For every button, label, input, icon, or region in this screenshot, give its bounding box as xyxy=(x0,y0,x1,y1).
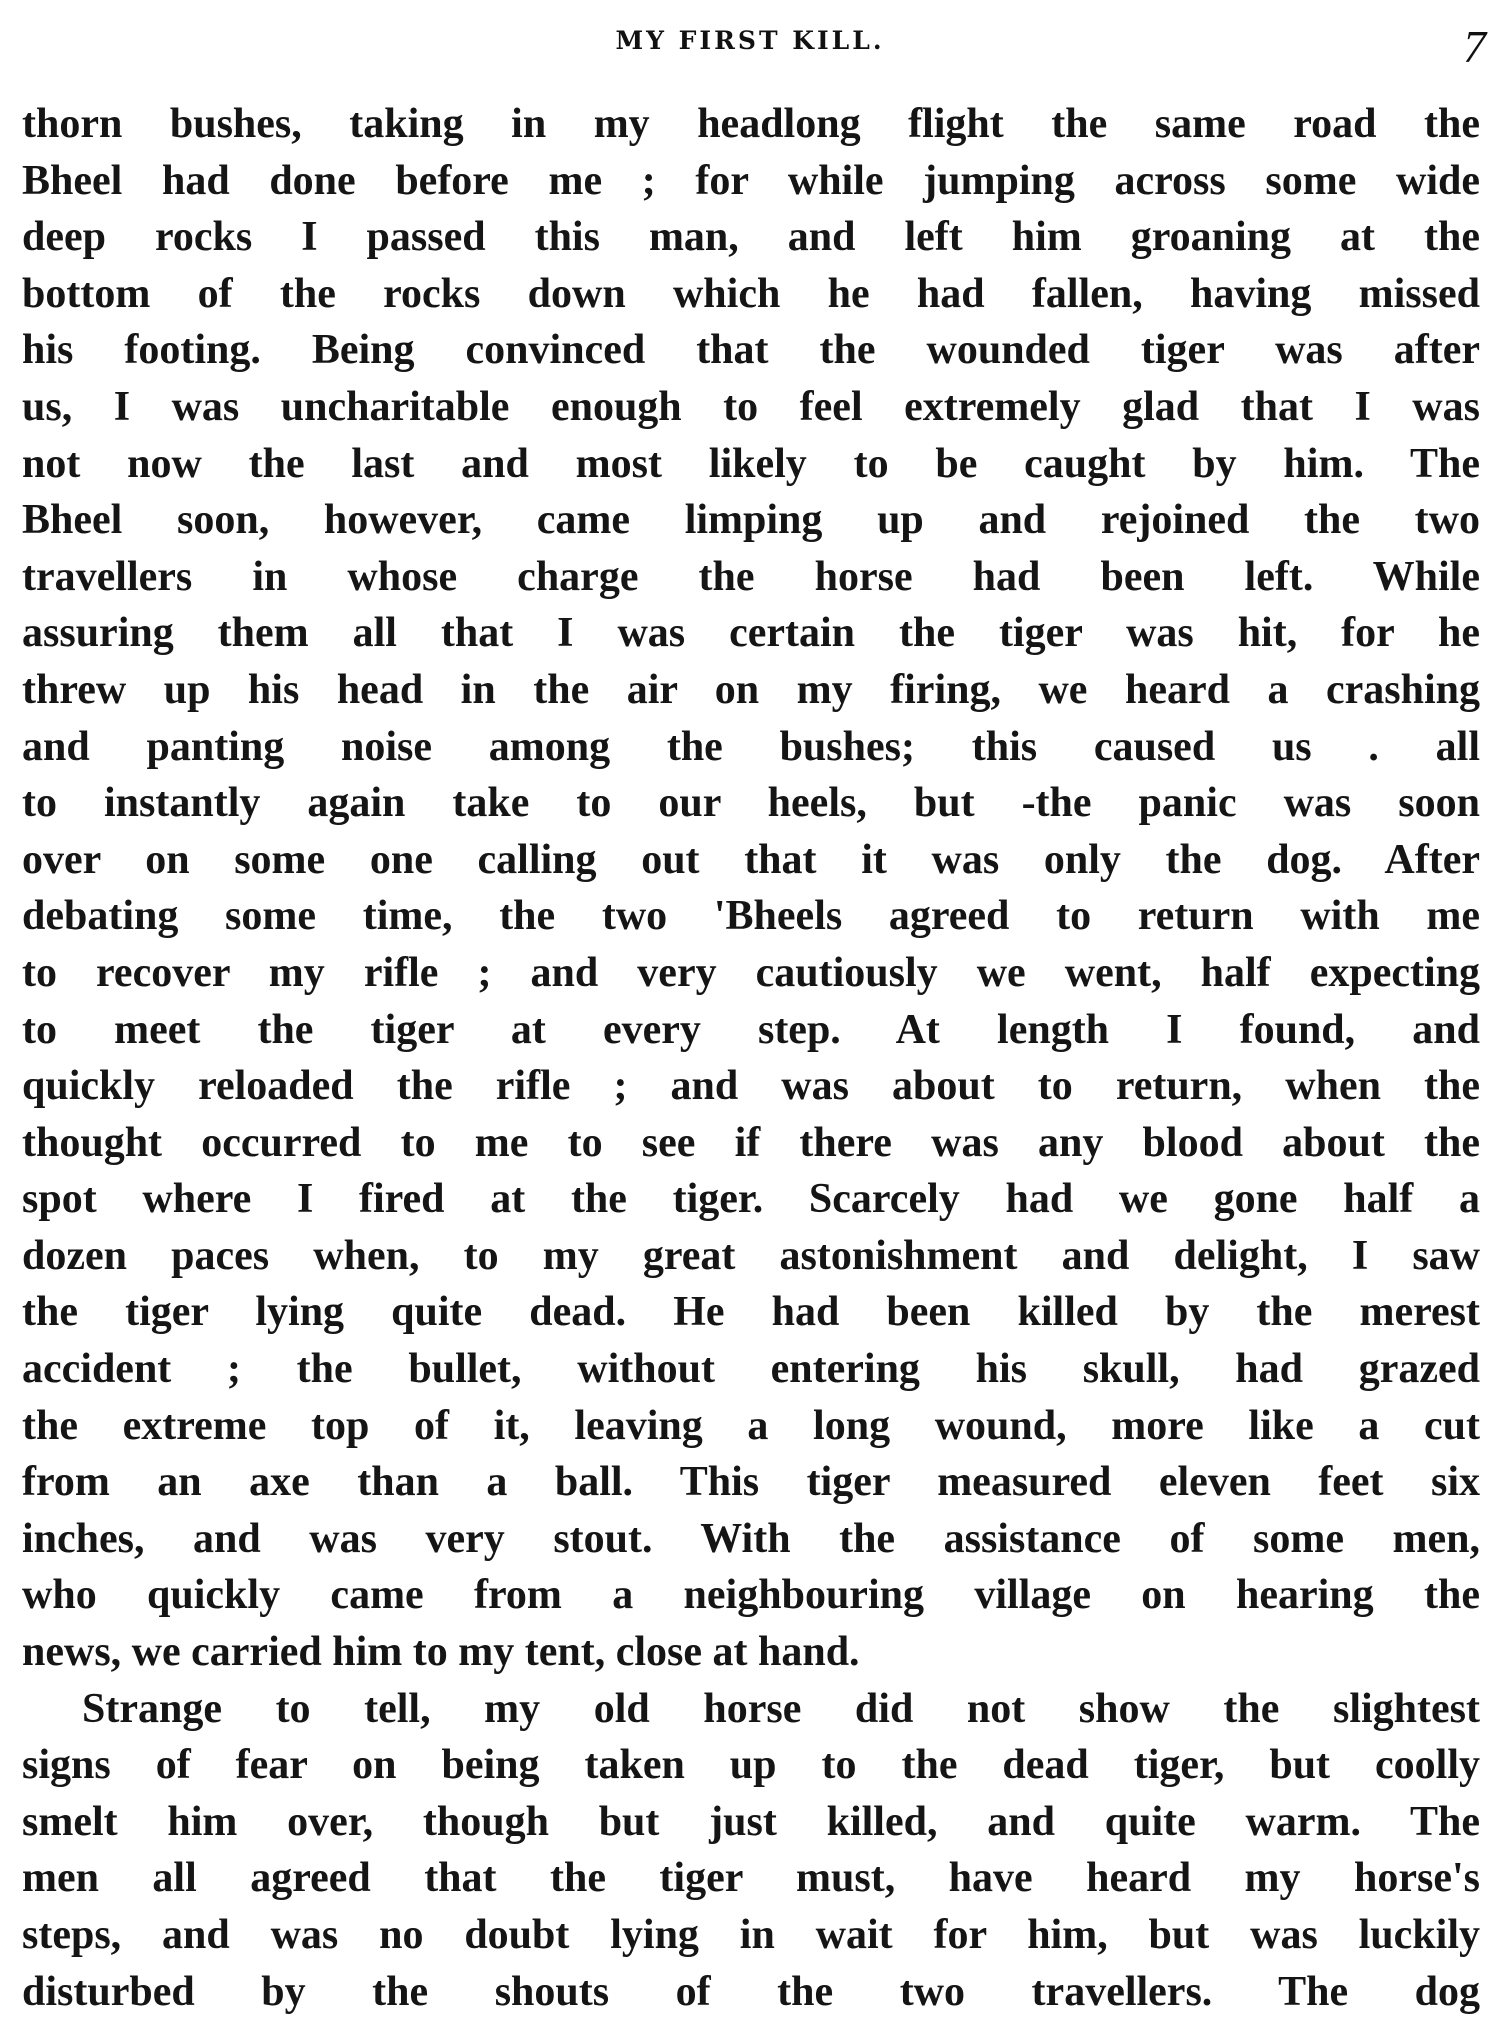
text-line: bottom of the rocks down which he had fallen, having missed xyxy=(22,270,1480,317)
text-line: news, we carried him to my tent, close at hand. xyxy=(22,1629,860,1676)
text-line: Bheel soon, however, came limping up and rejoined the two xyxy=(22,497,1480,544)
text-line: men all agreed that the tiger must, have heard my horse's xyxy=(22,1855,1480,1902)
text-line: to instantly again take to our heels, but -the panic was soon xyxy=(22,780,1480,827)
text-line: assuring them all that I was certain the tiger was hit, for he xyxy=(22,610,1480,657)
text-line: from an axe than a ball. This tiger measured eleven feet six xyxy=(22,1459,1480,1506)
text-line: travellers in whose charge the horse had been left. While xyxy=(22,553,1480,600)
text-line: accident ; the bullet, without entering his skull, had grazed xyxy=(22,1346,1480,1393)
text-line: Bheel had done before me ; for while jumping across some wide xyxy=(22,157,1480,204)
running-head xyxy=(0,22,1500,72)
text-line: inches, and was very stout. With the assistance of some men, xyxy=(22,1515,1480,1562)
page-number: 7 xyxy=(1463,21,1486,72)
text-line: the tiger lying quite dead. He had been killed by the merest xyxy=(22,1289,1480,1336)
text-line: and panting noise among the bushes; this caused us . all xyxy=(22,723,1480,770)
text-line: over on some one calling out that it was only the dog. After xyxy=(22,836,1480,883)
text-line: smelt him over, though but just killed, and quite warm. The xyxy=(22,1798,1480,1845)
text-line: quickly reloaded the rifle ; and was about to return, when the xyxy=(22,1063,1480,1110)
text-line: Strange to tell, my old horse did not show the slightest xyxy=(82,1685,1480,1732)
text-line: steps, and was no doubt lying in wait for him, but was luckily xyxy=(22,1912,1480,1958)
text-line: spot where I fired at the tiger. Scarcely had we gone half a xyxy=(22,1176,1480,1223)
text-line: threw up his head in the air on my firing, we heard a crashing xyxy=(22,666,1480,713)
body-text xyxy=(22,96,1480,2020)
text-line: disturbed by the shouts of the two travellers. The dog xyxy=(22,1968,1480,2015)
text-line: thorn bushes, taking in my headlong flight the same road the xyxy=(22,101,1480,147)
text-line: us, I was uncharitable enough to feel extremely glad that I was xyxy=(22,383,1480,430)
text-line: to recover my rifle ; and very cautiously we went, half expecting xyxy=(22,949,1480,996)
text-line: thought occurred to me to see if there was any blood about the xyxy=(22,1119,1480,1166)
text-line: his footing. Being convinced that the wounded tiger was after xyxy=(22,327,1480,374)
text-line: dozen paces when, to my great astonishment and delight, I saw xyxy=(22,1232,1480,1279)
text-line: the extreme top of it, leaving a long wound, more like a cut xyxy=(22,1402,1480,1449)
text-line: to meet the tiger at every step. At length I found, and xyxy=(22,1006,1480,1053)
text-line: deep rocks I passed this man, and left him groaning at the xyxy=(22,214,1480,261)
running-title: MY FIRST KILL. xyxy=(615,26,885,55)
text-line: not now the last and most likely to be caught by him. The xyxy=(22,440,1480,487)
text-line: who quickly came from a neighbouring village on hearing the xyxy=(22,1572,1480,1619)
text-line: debating some time, the two 'Bheels agreed to return with me xyxy=(22,893,1480,940)
text-line: signs of fear on being taken up to the dead tiger, but coolly xyxy=(22,1742,1480,1789)
